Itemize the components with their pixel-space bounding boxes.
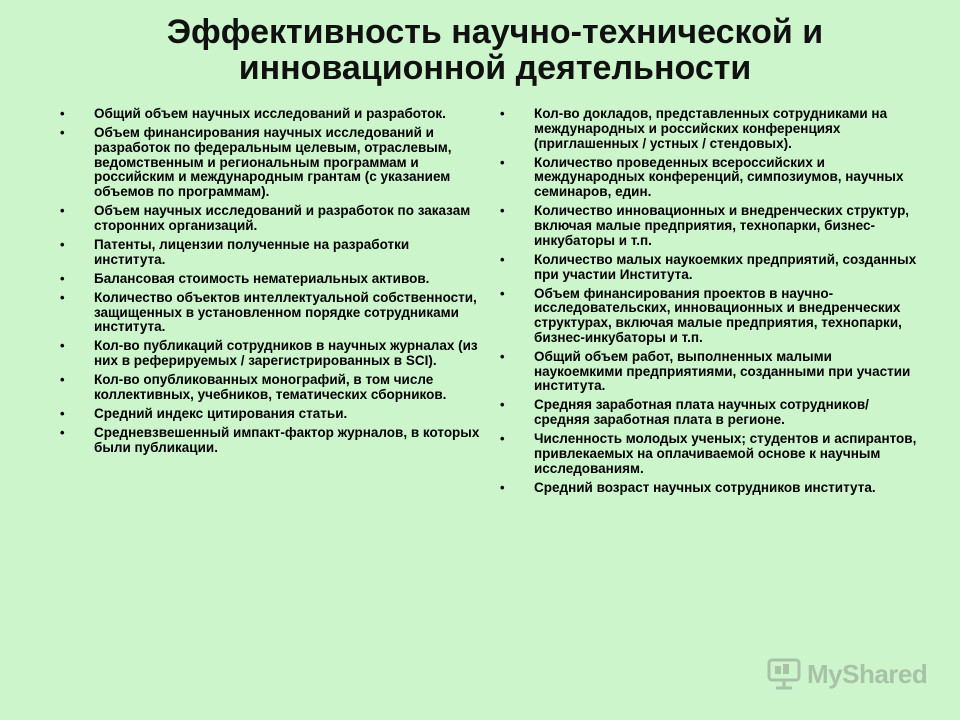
- bullet-text: Объем финансирования научных исследований и разработок по федеральным целевым, отраслевым, ведомственным и региональным программам и российским и международным грантам (с указанием объемов по программам).: [94, 124, 452, 200]
- bullet-dot: •: [60, 270, 65, 286]
- bullet-item: [60, 407, 480, 422]
- myshared-watermark: [767, 654, 927, 694]
- left-bullet-list: [60, 107, 480, 460]
- bullet-item: [500, 398, 920, 428]
- bullet-text: Количество проведенных всероссийских и международных конференций, симпозиумов, научных семинаров, един.: [534, 154, 904, 200]
- bullet-item: [60, 272, 480, 287]
- bullet-dot: •: [500, 479, 505, 495]
- bullet-dot: •: [500, 348, 505, 364]
- bullet-item: [60, 339, 480, 369]
- bullet-text: Патенты, лицензии полученные на разработки института.: [94, 236, 410, 267]
- bullet-dot: •: [60, 424, 65, 440]
- bullet-item: [500, 204, 920, 248]
- bullet-text: Численность молодых ученых; студентов и аспирантов, привлекаемых на оплачиваемой основе к научным исследованиям.: [534, 431, 917, 476]
- bullet-text: Кол-во докладов, представленных сотрудниками на международных и российских конференциях (приглашенных / устных / стендовых).: [534, 106, 888, 151]
- bullet-dot: •: [60, 405, 65, 421]
- bullet-item: [500, 253, 920, 283]
- bullet-dot: •: [500, 154, 505, 170]
- bullet-dot: •: [60, 106, 65, 121]
- bullet-item: [60, 373, 480, 403]
- bullet-item: [500, 107, 920, 151]
- bullet-text: Общий объем работ, выполненных малыми наукоемкими предприятиями, созданными при участии института.: [534, 348, 911, 394]
- bullet-text: Объем научных исследований и разработок по заказам сторонних организаций.: [94, 203, 471, 233]
- bullet-dot: •: [500, 285, 505, 301]
- bullet-item: [500, 350, 920, 394]
- bullet-item: [60, 291, 480, 335]
- bullet-item: [60, 126, 480, 200]
- bullet-dot: •: [500, 251, 505, 267]
- bullet-item: [60, 107, 480, 122]
- bullet-text: Общий объем научных исследований и разработок.: [94, 106, 446, 121]
- bullet-dot: •: [60, 372, 65, 388]
- right-bullet-list: [500, 107, 920, 500]
- slide-title: Эффективность научно-технической и инновационной деятельности: [166, 13, 824, 87]
- bullet-text: Кол-во публикаций сотрудников в научных журналах (из них в реферируемых / зарегистрированных в SCI).: [94, 338, 478, 369]
- bullet-text: Кол-во опубликованных монографий, в том числе коллективных, учебников, тематических сборников.: [94, 372, 447, 402]
- bullet-dot: •: [60, 236, 65, 252]
- bullet-text: Объем финансирования проектов в научно-исследовательских, инновационных и внедренческих структурах, включая малые предприятия, технопарки, бизнес-инкубаторы и т.п.: [534, 285, 902, 345]
- bullet-text: Количество инновационных и внедренческих структур, включая малые предприятия, технопарки, бизнес-инкубаторы и т.п.: [534, 203, 910, 248]
- bullet-text: Средний возраст научных сотрудников института.: [534, 479, 876, 495]
- bullet-text: Средневзвешенный импакт-фактор журналов, в которых были публикации.: [94, 424, 480, 455]
- bullet-dot: •: [500, 397, 505, 413]
- bullet-item: [60, 238, 480, 268]
- bullet-item: [60, 426, 480, 456]
- bullet-item: [500, 432, 920, 476]
- bullet-dot: •: [60, 124, 65, 140]
- bullet-dot: •: [500, 203, 505, 219]
- watermark-text: MyShared: [807, 658, 928, 689]
- bullet-text: Средний индекс цитирования статьи.: [94, 405, 348, 421]
- bullet-text: Балансовая стоимость нематериальных активов.: [94, 270, 430, 286]
- bullet-dot: •: [60, 289, 65, 305]
- bullet-text: Средняя заработная плата научных сотрудников/средняя заработная плата в регионе.: [534, 397, 869, 428]
- bullet-dot: •: [500, 431, 505, 447]
- bullet-item: [60, 204, 480, 234]
- bullet-dot: •: [60, 203, 65, 219]
- bullet-text: Количество малых наукоемких предприятий, созданных при участии Института.: [534, 251, 917, 282]
- bullet-item: [500, 481, 920, 496]
- bullet-dot: •: [500, 106, 505, 121]
- presentation-screen-icon: [767, 657, 803, 691]
- bullet-item: [500, 287, 920, 346]
- bullet-item: [500, 156, 920, 200]
- bullet-dot: •: [60, 338, 65, 354]
- bullet-text: Количество объектов интеллектуальной собственности, защищенных в установленном порядке сотрудниками института.: [94, 289, 477, 335]
